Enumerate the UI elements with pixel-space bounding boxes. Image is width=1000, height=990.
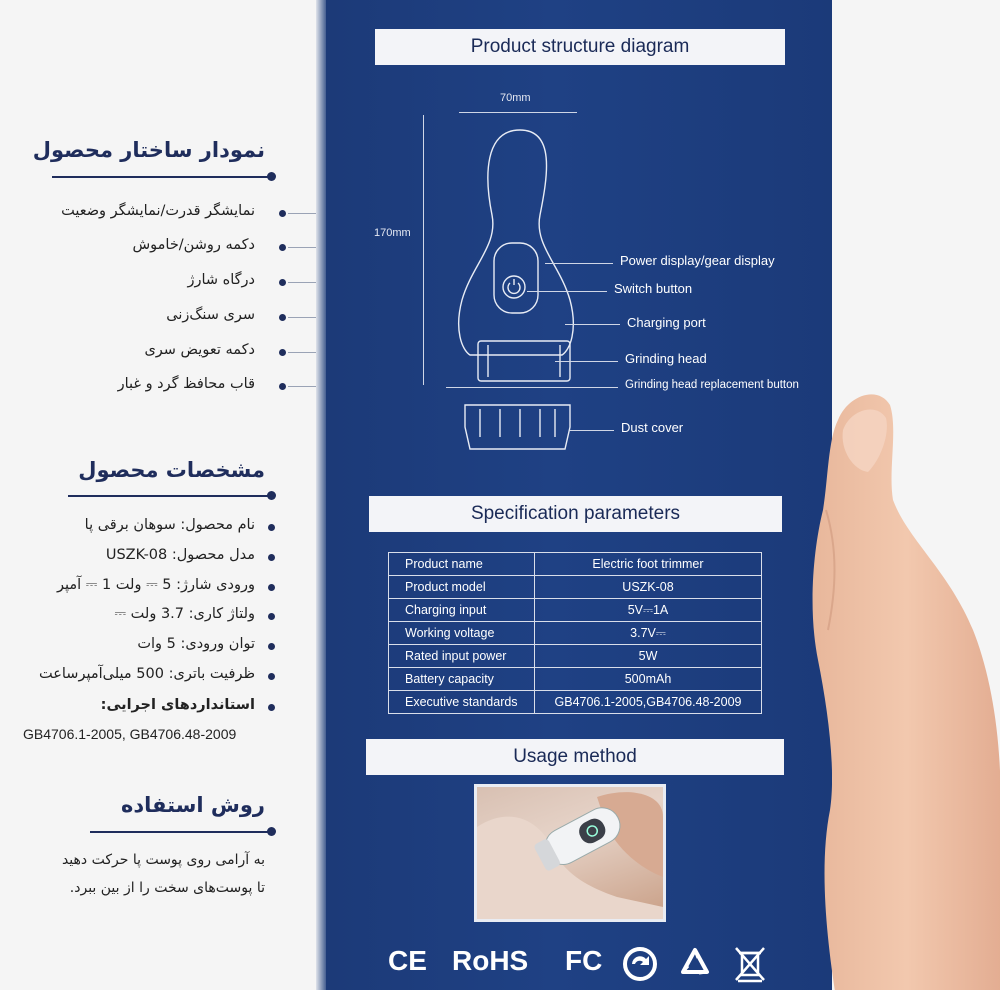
structure-item-charging-port: درگاه شارژ xyxy=(187,272,255,288)
callout-line xyxy=(446,387,618,388)
spec-value: 5V⎓1A xyxy=(535,599,762,622)
spec-parameters-banner: Specification parameters xyxy=(369,496,782,532)
structure-item-power-display: نمایشگر قدرت/نمایشگر وضعیت xyxy=(61,203,255,219)
bullet xyxy=(268,643,275,650)
rohs-mark-icon: RoHS xyxy=(452,945,529,976)
usage-text-line1: به آرامی روی پوست پا حرکت دهید xyxy=(61,852,265,868)
recycle-triangle-icon xyxy=(677,946,713,982)
label-charging-port: Charging port xyxy=(627,315,706,330)
ce-mark-icon: CE xyxy=(388,945,427,976)
spec-key: Product name xyxy=(389,553,535,576)
table-row xyxy=(389,576,762,599)
structure-title-dot xyxy=(267,172,276,181)
specs-title-dot xyxy=(267,491,276,500)
table-row xyxy=(389,668,762,691)
spec-item-standards-label: استانداردهای اجرایی: xyxy=(100,697,255,713)
usage-title-dot xyxy=(267,827,276,836)
callout-line xyxy=(565,324,620,325)
height-dimension-line xyxy=(423,115,424,385)
usage-photo xyxy=(474,784,666,922)
bullet xyxy=(268,584,275,591)
bullet xyxy=(268,554,275,561)
table-row xyxy=(389,553,762,576)
recycle-circle-icon xyxy=(622,946,658,982)
spec-item-model: مدل محصول: USZK-08 xyxy=(105,547,255,563)
spec-standards-value: GB4706.1-2005, GB4706.48-2009 xyxy=(23,726,237,742)
spec-item-battery: ظرفیت باتری: 500 میلی‌آمپرساعت xyxy=(39,666,255,682)
spec-value: USZK-08 xyxy=(535,576,762,599)
table-row xyxy=(389,622,762,645)
spec-table xyxy=(388,552,762,714)
bullet xyxy=(279,279,286,286)
spec-key: Working voltage xyxy=(389,622,535,645)
structure-item-switch: دکمه روشن/خاموش xyxy=(132,237,255,253)
structure-diagram-banner: Product structure diagram xyxy=(375,29,785,65)
structure-item-dust-cover: قاب محافظ گرد و غبار xyxy=(117,376,255,392)
table-row xyxy=(389,645,762,668)
spec-key: Charging input xyxy=(389,599,535,622)
spec-value: 500mAh xyxy=(535,668,762,691)
usage-method-banner: Usage method xyxy=(366,739,784,775)
spec-item-input-power: توان ورودی: 5 وات xyxy=(137,636,255,652)
label-dust-cover: Dust cover xyxy=(621,420,684,435)
spec-key: Product model xyxy=(389,576,535,599)
bullet xyxy=(279,349,286,356)
callout-line xyxy=(555,361,618,362)
callout-line xyxy=(570,430,614,431)
bullet xyxy=(279,244,286,251)
structure-section-title: نمودار ساختار محصول xyxy=(32,138,265,162)
callout-line xyxy=(527,291,607,292)
spec-key: Executive standards xyxy=(389,691,535,714)
height-dimension-label: 170mm xyxy=(374,227,411,239)
bullet xyxy=(268,524,275,531)
structure-title-underline xyxy=(52,176,270,178)
fcc-mark-icon: FC xyxy=(565,945,603,976)
bullet xyxy=(268,704,275,711)
specs-section-title: مشخصات محصول xyxy=(78,458,265,482)
callout-line xyxy=(545,263,613,264)
bullet xyxy=(268,673,275,680)
hand-image xyxy=(798,390,1000,990)
label-power-display: Power display/gear display xyxy=(620,253,775,268)
spec-key: Rated input power xyxy=(389,645,535,668)
spec-item-name: نام محصول: سوهان برقی پا xyxy=(84,517,255,533)
spec-value: GB4706.1-2005,GB4706.48-2009 xyxy=(535,691,762,714)
bullet xyxy=(279,383,286,390)
label-grinding-head: Grinding head xyxy=(625,351,707,366)
usage-title-underline xyxy=(90,831,270,833)
label-head-replacement-button: Grinding head replacement button xyxy=(625,379,799,391)
usage-text-line2: تا پوست‌های سخت را از بین ببرد. xyxy=(69,880,265,896)
table-row xyxy=(389,599,762,622)
usage-section-title: روش استفاده xyxy=(120,793,265,817)
bullet xyxy=(268,613,275,620)
spec-value: 5W xyxy=(535,645,762,668)
width-dimension-line xyxy=(459,112,577,113)
structure-item-head-replace-button: دکمه تعویض سری xyxy=(144,342,255,358)
bullet xyxy=(279,314,286,321)
spec-value: Electric foot trimmer xyxy=(535,553,762,576)
structure-item-grinding-head: سری سنگ‌زنی xyxy=(166,307,255,323)
bullet xyxy=(279,210,286,217)
spec-value: 3.7V⎓ xyxy=(535,622,762,645)
table-row xyxy=(389,691,762,714)
label-switch-button: Switch button xyxy=(614,281,693,296)
foot-trimmer-diagram xyxy=(430,115,630,460)
spec-item-working-voltage: ولتاژ کاری: 3.7 ولت ⎓ xyxy=(114,606,255,622)
weee-bin-icon xyxy=(733,945,767,983)
width-dimension-label: 70mm xyxy=(500,92,531,104)
spec-key: Battery capacity xyxy=(389,668,535,691)
spec-item-charging-input: ورودی شارژ: 5 ⎓ ولت 1 ⎓ آمپر xyxy=(57,577,255,593)
specs-title-underline xyxy=(68,495,270,497)
